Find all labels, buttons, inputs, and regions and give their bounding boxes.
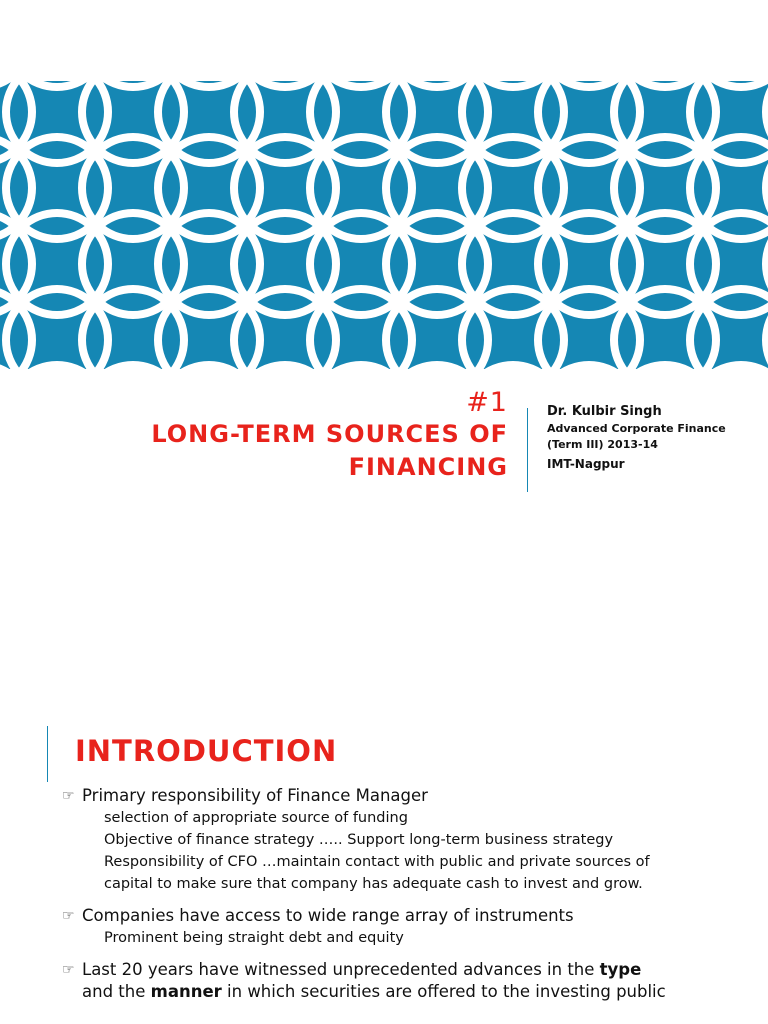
- bullet-text: Last 20 years have witnessed unprecedented advances in the type and the manner in which securities are offered to the investing public: [82, 960, 666, 1001]
- title-line-2: FINANCING: [348, 453, 508, 481]
- author-info: [547, 402, 762, 474]
- bullet-text: Primary responsibility of Finance Manager: [82, 786, 428, 805]
- sub-bullet: Responsibility of CFO …maintain contact with public and private sources of: [104, 854, 650, 870]
- accent-line: [47, 726, 48, 782]
- bold-word-manner: manner: [150, 982, 222, 1001]
- title-number: #1: [466, 387, 508, 418]
- bold-word-type: type: [599, 960, 642, 979]
- circle-pattern: [0, 81, 768, 369]
- pointing-hand-icon: ☞: [62, 962, 75, 978]
- sub-bullet: Prominent being straight debt and equity: [104, 930, 404, 946]
- sub-bullet: Objective of finance strategy ….. Support long-term business strategy: [104, 832, 614, 848]
- author-name: Dr. Kulbir Singh: [547, 404, 662, 419]
- sub-bullet-continuation: capital to make sure that company has adequate cash to invest and grow.: [104, 876, 643, 892]
- sub-bullet: selection of appropriate source of funding: [104, 810, 408, 826]
- bullet-item: [62, 905, 762, 927]
- pattern-banner: [0, 81, 768, 369]
- slide-heading: INTRODUCTION: [75, 734, 338, 768]
- institution: IMT-Nagpur: [547, 457, 625, 471]
- slide-content: [62, 785, 762, 1003]
- pointing-hand-icon: ☞: [62, 788, 75, 804]
- course-line-1: Advanced Corporate Finance: [547, 422, 726, 435]
- slide-title: [48, 388, 508, 484]
- title-line-1: LONG-TERM SOURCES OF: [151, 420, 508, 448]
- bullet-item: [62, 785, 762, 807]
- introduction-slide: [0, 700, 768, 1024]
- divider: [527, 408, 528, 492]
- bullet-item: [62, 959, 762, 1003]
- bullet-text: Companies have access to wide range array of instruments: [82, 906, 574, 925]
- course-line-2: (Term III) 2013-14: [547, 438, 658, 451]
- pointing-hand-icon: ☞: [62, 908, 75, 924]
